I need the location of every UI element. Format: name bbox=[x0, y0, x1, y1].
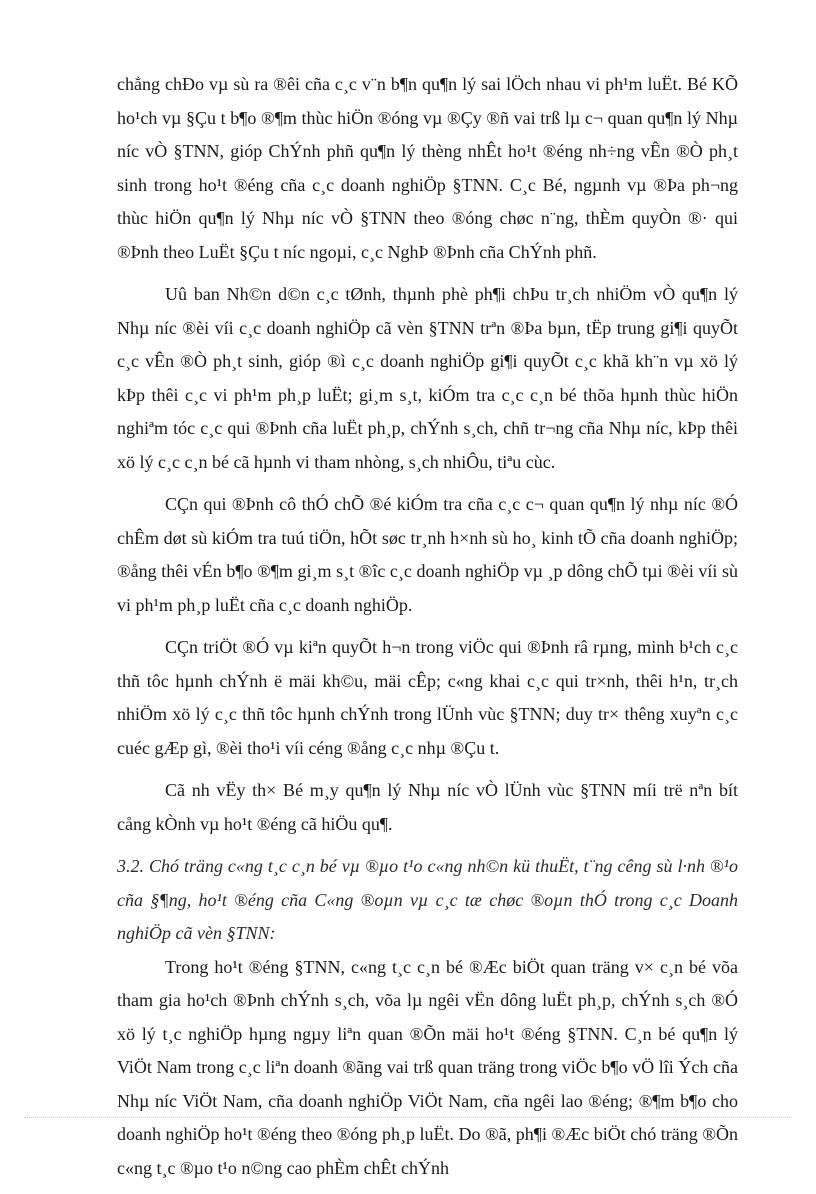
paragraph-conclusion: Cã nh vËy th× Bé m¸y qu¶n lý Nhµ níc vÒ lÜnh vùc §TNN míi trë nªn bít cång kÒnh vµ ho¹t ®éng cã hiÖu qu¶. bbox=[117, 780, 738, 834]
document-body bbox=[117, 68, 738, 1194]
paragraph-continuation: chẳng chÐo vµ sù ra ®êi cña c¸c v¨n b¶n qu¶n lý sai lÖch nhau vi ph¹m luËt. Bé KÕ ho¹ch vµ §Çu t b¶o ®¶m thùc hiÖn ®óng vµ ®Çy ®ñ vai trß lµ c¬ quan qu¶n lý Nhµ níc vÒ §TNN, gióp ChÝnh phñ qu¶n lý thèng nhÊt ho¹t ®éng nh÷ng vÊn ®Ò ph¸t sinh trong ho¹t ®éng cña c¸c doanh nghiÖp §TNN. C¸c Bé, ngµnh vµ ®Þa ph¬ng thùc hiÖn qu¶n lý Nhµ níc vÒ §TNN theo ®óng chøc n¨ng, thÈm quyÒn ®· qui ®Þnh theo LuËt §Çu t níc ngoµi, c¸c NghÞ ®Þnh cña ChÝnh phñ. bbox=[117, 74, 738, 262]
paragraph-people-committee: Uû ban Nh©n d©n c¸c tØnh, thµnh phè ph¶i chÞu tr¸ch nhiÖm vÒ qu¶n lý Nhµ níc ®èi víi c¸c doanh nghiÖp cã vèn §TNN trªn ®Þa bµn, tËp trung gi¶i quyÕt c¸c vÊn ®Ò ph¸t sinh, gióp ®ì c¸c doanh nghiÖp gi¶i quyÕt c¸c khã kh¨n vµ xö lý kÞp thêi c¸c vi ph¹m ph¸p luËt; gi¸m s¸t, kiÓm tra c¸c c¸n bé thõa hµnh thùc hiÖn nghiªm tóc c¸c qui ®Þnh cña luËt ph¸p, chÝnh s¸ch, chñ tr¬ng cña Nhµ níc, kÞp thêi xö lý c¸c c¸n bé cã hµnh vi tham nhòng, s¸ch nhiÔu, tiªu cùc. bbox=[117, 284, 738, 472]
paragraph-staff-work: Trong ho¹t ®éng §TNN, c«ng t¸c c¸n bé ®Æc biÖt quan träng v× c¸n bé võa tham gia ho¹ch ®Þnh chÝnh s¸ch, võa lµ ngêi vËn dông luËt ph¸p, chÝnh s¸ch ®Ó xö lý t¸c nghiÖp hµng ngµy liªn quan ®Õn mäi ho¹t ®éng §TNN. C¸n bé qu¶n lý ViÖt Nam trong c¸c liªn doanh ®ãng vai trß quan träng trong viÖc b¶o vÖ lîi Ých cña Nhµ níc ViÖt Nam, cña doanh nghiÖp ViÖt Nam, cña ngêi lao ®éng; ®¶m b¶o cho doanh nghiÖp ho¹t ®éng theo ®óng ph¸p luËt. Do ®ã, ph¶i ®Æc biÖt chó träng ®Õn c«ng t¸c ®µo t¹o n©ng cao phÈm chÊt chÝnh bbox=[117, 956, 738, 1178]
section-heading: 3.2. Chó träng c«ng t¸c c¸n bé vµ ®µo t¹o c«ng nh©n kü thuËt, t¨ng cêng sù l·nh ®¹o cña §¶ng, ho¹t ®éng cña C«ng ®oµn vµ c¸c tæ chøc ®oµn thÓ trong c¸c Doanh nghiÖp cã vèn §TNN: bbox=[117, 856, 738, 943]
page-bottom-divider bbox=[24, 1117, 792, 1118]
paragraph-inspection-regulation: CÇn qui ®Þnh cô thÓ chÕ ®é kiÓm tra cña c¸c c¬ quan qu¶n lý nhµ níc ®Ó chÊm døt sù kiÓm tra tuú tiÖn, hÕt søc tr¸nh h×nh sù ho¸ kinh tÕ cña doanh nghiÖp; ®ång thêi vÉn b¶o ®¶m gi¸m s¸t ®îc c¸c doanh nghiÖp vµ ¸p dông chÕ tµi ®èi víi sù vi ph¹m ph¸p luËt cña c¸c doanh nghiÖp. bbox=[117, 494, 738, 615]
paragraph-administrative-procedures: CÇn triÖt ®Ó vµ kiªn quyÕt h¬n trong viÖc qui ®Þnh râ rµng, minh b¹ch c¸c thñ tôc hµnh chÝnh ë mäi kh©u, mäi cÊp; c«ng khai c¸c qui tr×nh, thêi h¹n, tr¸ch nhiÖm xö lý c¸c thñ tôc hµnh chÝnh trong lÜnh vùc §TNN; duy tr× thêng xuyªn c¸c cuéc gÆp gì, ®èi tho¹i víi céng ®ång c¸c nhµ ®Çu t. bbox=[117, 637, 738, 758]
